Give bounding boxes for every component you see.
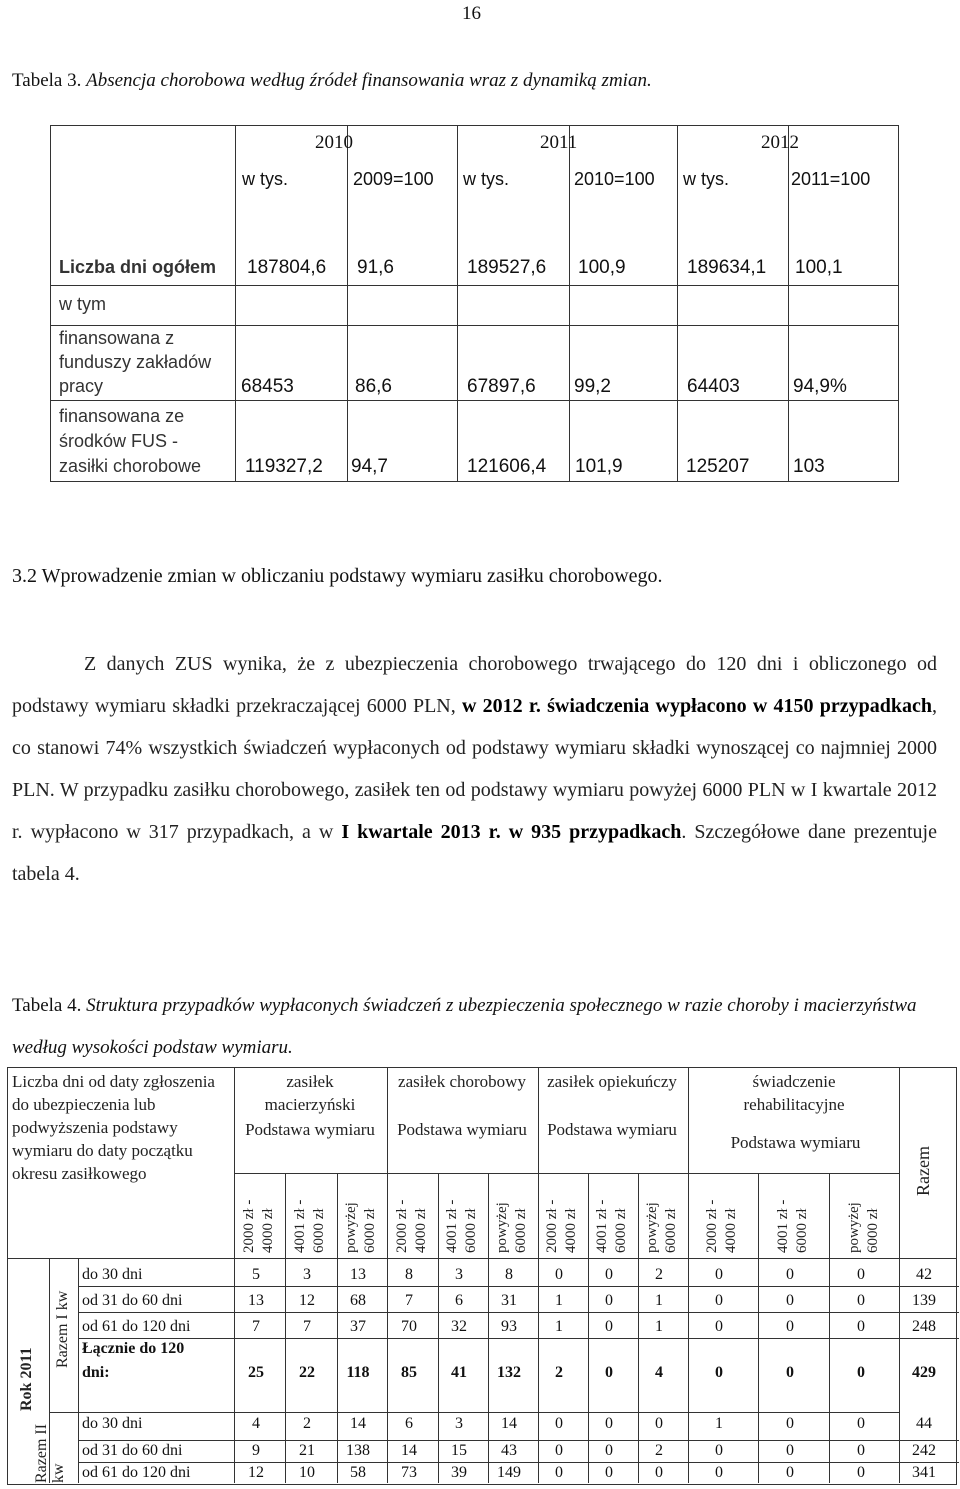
table4-cell: 0 bbox=[786, 1415, 794, 1432]
group-base: Podstawa wymiaru bbox=[397, 1120, 527, 1139]
table4-cell: 0 bbox=[715, 1292, 723, 1309]
paragraph-text: Z danych ZUS wynika, że z ubezpieczenia chorobowego trwającego do 120 dni i obliczonego od podstawy wymiaru składki przekraczającej 6000 PLN, bbox=[12, 653, 937, 717]
page-number: 16 bbox=[462, 3, 481, 24]
table3-cell: 67897,6 bbox=[467, 376, 536, 397]
table3-cell: 86,6 bbox=[355, 376, 392, 397]
table4-cell: 2 bbox=[555, 1364, 563, 1381]
table4-cell: 0 bbox=[555, 1442, 563, 1459]
range-header: 4001 zł - 6000 zł bbox=[292, 1199, 327, 1253]
quarter-label: Razem II kw bbox=[33, 1423, 67, 1483]
table4-cell: 13 bbox=[248, 1292, 264, 1309]
table4-cell: 0 bbox=[715, 1464, 723, 1481]
section-heading: 3.2 Wprowadzenie zmian w obliczaniu podstawy wymiaru zasiłku chorobowego. bbox=[12, 565, 663, 587]
table3-cell: 91,6 bbox=[357, 257, 394, 278]
table4-cell: 15 bbox=[451, 1442, 467, 1459]
table4-cell: 0 bbox=[857, 1464, 865, 1481]
table4-cell: 3 bbox=[455, 1266, 463, 1283]
table4-cell: 341 bbox=[912, 1464, 936, 1481]
table4-cell: 0 bbox=[786, 1318, 794, 1335]
table4-cell: 68 bbox=[350, 1292, 366, 1309]
table3-cell: 100,1 bbox=[795, 257, 843, 278]
table3-cell: 103 bbox=[793, 456, 825, 477]
row-label: od 31 do 60 dni bbox=[82, 1442, 183, 1459]
table4-cell: 0 bbox=[857, 1292, 865, 1309]
table3-cell: 68453 bbox=[241, 376, 294, 397]
label-line: finansowana z bbox=[59, 328, 175, 348]
table3-cell: 99,2 bbox=[574, 376, 611, 397]
table4-cell: 2 bbox=[303, 1415, 311, 1432]
table3-year-2012: 2012 bbox=[761, 132, 799, 153]
table3-cell: 121606,4 bbox=[467, 456, 547, 477]
table3-cell: 64403 bbox=[687, 376, 740, 397]
table4-cell: 1 bbox=[715, 1415, 723, 1432]
range-header: 4001 zł - 6000 zł bbox=[775, 1199, 810, 1253]
table4-cell: 0 bbox=[655, 1415, 663, 1432]
body-paragraph bbox=[12, 643, 937, 895]
table4-cell: 248 bbox=[912, 1318, 936, 1335]
table4-cell: 0 bbox=[786, 1364, 794, 1381]
table4-cell: 43 bbox=[501, 1442, 517, 1459]
paragraph-bold-2: I kwartale 2013 r. w 935 przypadkach bbox=[341, 821, 682, 843]
table4-cell: 9 bbox=[252, 1442, 260, 1459]
table4-cell: 22 bbox=[299, 1364, 315, 1381]
table4-cell: 12 bbox=[299, 1292, 315, 1309]
table4-cell: 1 bbox=[655, 1318, 663, 1335]
table4-caption bbox=[12, 985, 942, 1069]
table4-cell: 4 bbox=[655, 1364, 663, 1381]
table4-cell: 7 bbox=[303, 1318, 311, 1335]
table3-cell: 94,7 bbox=[351, 456, 388, 477]
table4-cell: 1 bbox=[555, 1318, 563, 1335]
table4-cell: 6 bbox=[405, 1415, 413, 1432]
row-label: od 61 do 120 dni bbox=[82, 1464, 191, 1481]
table4-cell: 0 bbox=[555, 1266, 563, 1283]
table4-cell: 8 bbox=[505, 1266, 513, 1283]
year-label: Rok 2011 bbox=[18, 1347, 35, 1411]
table4-cell: 0 bbox=[555, 1464, 563, 1481]
table4-cell: 149 bbox=[497, 1464, 521, 1481]
table3-cell: 189527,6 bbox=[467, 257, 547, 278]
table4-cell: 0 bbox=[857, 1364, 865, 1381]
table4-cell: 1 bbox=[655, 1292, 663, 1309]
table4-cell: 0 bbox=[605, 1364, 613, 1381]
group-title: świadczenie rehabilitacyjne bbox=[743, 1072, 845, 1114]
table3-subheader: 2011=100 bbox=[791, 169, 871, 189]
table3-year-2010: 2010 bbox=[315, 132, 353, 153]
table4-cell: 3 bbox=[455, 1415, 463, 1432]
table3-caption bbox=[12, 70, 652, 92]
table4-cell: 0 bbox=[857, 1266, 865, 1283]
table3 bbox=[50, 125, 899, 482]
group-title: zasiłek opiekuńczy bbox=[547, 1072, 677, 1091]
row-label: do 30 dni bbox=[82, 1415, 143, 1432]
table3-cell: 94,9% bbox=[793, 376, 847, 397]
table4-cell: 0 bbox=[605, 1464, 613, 1481]
row-label: do 30 dni bbox=[82, 1266, 143, 1283]
table3-year-2011: 2011 bbox=[540, 132, 578, 153]
group-base: Podstawa wymiaru bbox=[547, 1120, 677, 1139]
table4-cell: 12 bbox=[248, 1464, 264, 1481]
table4-caption-title: Struktura przypadków wypłaconych świadczeń z ubezpieczenia społecznego w razie choroby i macierzyństwa według wysokości podstaw wymiaru. bbox=[12, 995, 917, 1058]
table4-cell: 1 bbox=[555, 1292, 563, 1309]
table3-row-label bbox=[59, 406, 233, 427]
range-header: 4001 zł - 6000 zł bbox=[594, 1199, 629, 1253]
table4-cell: 0 bbox=[857, 1318, 865, 1335]
table4-cell: 31 bbox=[501, 1292, 517, 1309]
table3-row-label: w tym bbox=[59, 294, 106, 314]
table3-cell: 187804,6 bbox=[247, 257, 327, 278]
table4 bbox=[7, 1067, 957, 1485]
paragraph-bold: w 2012 r. świadczenia wypłacono w 4150 przypadkach bbox=[461, 695, 932, 717]
table4-cell: 10 bbox=[299, 1464, 315, 1481]
table4-cell: 5 bbox=[252, 1266, 260, 1283]
table4-cell: 0 bbox=[786, 1464, 794, 1481]
table3-row-label-3: pracy bbox=[59, 376, 104, 396]
range-header: 2000 zł - 4000 zł bbox=[394, 1199, 429, 1253]
table3-row-label-2: środków FUS - bbox=[59, 431, 179, 451]
label-line: finansowana ze bbox=[59, 406, 185, 426]
table4-cell: 0 bbox=[605, 1415, 613, 1432]
table4-cell: 0 bbox=[605, 1442, 613, 1459]
table4-cell: 0 bbox=[715, 1442, 723, 1459]
table3-subheader: 2010=100 bbox=[574, 169, 655, 189]
paragraph-text-2: , co stanowi 74% wszystkich świadczeń wypłaconych od podstawy wymiaru składki wynoszącej co najmniej 2000 PLN. W przypadku zasiłku chorobowego, zasiłek ten od podstawy wymiaru powyżej 6000 PLN w I kwartale 2012 r. wypłacono w 317 przypadkach, a w bbox=[12, 695, 937, 843]
table4-cell: 138 bbox=[346, 1442, 370, 1459]
table4-cell: 32 bbox=[451, 1318, 467, 1335]
table4-cell: 2 bbox=[655, 1266, 663, 1283]
range-header: powyżej 6000 zł bbox=[494, 1202, 529, 1253]
group-base: Podstawa wymiaru bbox=[730, 1133, 861, 1152]
table4-cell: 118 bbox=[346, 1364, 370, 1381]
table4-cell: 4 bbox=[252, 1415, 260, 1432]
table4-cell: 0 bbox=[715, 1266, 723, 1283]
table3-subheader: w tys. bbox=[463, 169, 510, 189]
table3-cell: 101,9 bbox=[575, 456, 623, 477]
table4-cell: 0 bbox=[605, 1266, 613, 1283]
table4-cell: 14 bbox=[501, 1415, 517, 1432]
table4-cell: 0 bbox=[605, 1292, 613, 1309]
range-header: 2000 zł - 4000 zł bbox=[241, 1199, 276, 1253]
table4-cell: 13 bbox=[350, 1266, 366, 1283]
table4-cell: 14 bbox=[350, 1415, 366, 1432]
table4-cell: 3 bbox=[303, 1266, 311, 1283]
quarter-label: Razem I kw bbox=[54, 1290, 71, 1368]
table4-cell: 7 bbox=[405, 1292, 413, 1309]
table4-cell: 0 bbox=[786, 1442, 794, 1459]
table4-cell: 2 bbox=[655, 1442, 663, 1459]
row-label: Łącznie do 120 bbox=[82, 1340, 185, 1357]
range-header: powyżej 6000 zł bbox=[846, 1202, 881, 1253]
table4-cell: 70 bbox=[401, 1318, 417, 1335]
table4-corner-label: Liczba dni od daty zgłoszenia do ubezpieczenia lub podwyższenia podstawy wymiaru do daty początku okresu zasiłkowego bbox=[12, 1072, 215, 1183]
table4-cell: 0 bbox=[655, 1464, 663, 1481]
table4-cell: 37 bbox=[350, 1318, 366, 1335]
table4-cell: 42 bbox=[916, 1266, 932, 1283]
table4-cell: 58 bbox=[350, 1464, 366, 1481]
table3-caption-prefix: Tabela 3. bbox=[12, 70, 87, 91]
table4-cell: 0 bbox=[605, 1318, 613, 1335]
table4-cell: 0 bbox=[555, 1415, 563, 1432]
table3-row-label-3: zasiłki chorobowe bbox=[59, 456, 202, 476]
table4-cell: 0 bbox=[715, 1318, 723, 1335]
table4-cell: 0 bbox=[857, 1415, 865, 1432]
total-header: Razem bbox=[913, 1146, 933, 1196]
table3-row-label-2: funduszy zakładów bbox=[59, 352, 212, 372]
table4-cell: 7 bbox=[252, 1318, 260, 1335]
table4-caption-prefix: Tabela 4. bbox=[12, 995, 87, 1016]
table3-subheader: w tys. bbox=[242, 169, 289, 189]
group-base: Podstawa wymiaru bbox=[245, 1120, 375, 1139]
table3-cell: 100,9 bbox=[578, 257, 626, 278]
range-header: 4001 zł - 6000 zł bbox=[444, 1199, 479, 1253]
range-header: powyżej 6000 zł bbox=[644, 1202, 679, 1253]
table4-cell: 0 bbox=[786, 1266, 794, 1283]
table4-cell: 25 bbox=[248, 1364, 264, 1381]
group-title: zasiłek chorobowy bbox=[398, 1072, 526, 1091]
table4-cell: 242 bbox=[912, 1442, 936, 1459]
table4-cell: 93 bbox=[501, 1318, 517, 1335]
table3-cell: 189634,1 bbox=[687, 257, 767, 278]
table4-cell: 0 bbox=[786, 1292, 794, 1309]
table4-cell: 132 bbox=[497, 1364, 521, 1381]
table3-cell: 119327,2 bbox=[245, 456, 323, 477]
group-title: zasiłek macierzyński bbox=[264, 1072, 356, 1114]
range-header: powyżej 6000 zł bbox=[343, 1202, 378, 1253]
table4-cell: 14 bbox=[401, 1442, 417, 1459]
table3-caption-title: Absencja chorobowa według źródeł finansowania wraz z dynamiką zmian. bbox=[86, 70, 652, 91]
table3-row-label bbox=[59, 328, 233, 349]
table4-cell: 73 bbox=[401, 1464, 417, 1481]
row-label: od 31 do 60 dni bbox=[82, 1292, 183, 1309]
table4-cell: 85 bbox=[401, 1364, 417, 1381]
table3-row-label: Liczba dni ogółem bbox=[59, 257, 217, 277]
table4-cell: 139 bbox=[912, 1292, 936, 1309]
table3-subheader: w tys. bbox=[683, 169, 730, 189]
table4-cell: 8 bbox=[405, 1266, 413, 1283]
table3-cell: 125207 bbox=[686, 456, 750, 477]
table3-subheader: 2009=100 bbox=[353, 169, 434, 189]
table4-cell: 429 bbox=[912, 1364, 936, 1381]
table4-cell: 44 bbox=[916, 1415, 932, 1432]
table4-cell: 0 bbox=[857, 1442, 865, 1459]
table4-cell: 6 bbox=[455, 1292, 463, 1309]
row-label: od 61 do 120 dni bbox=[82, 1318, 191, 1335]
range-header: 2000 zł - 4000 zł bbox=[544, 1199, 579, 1253]
table4-cell: 21 bbox=[299, 1442, 315, 1459]
table4-cell: 0 bbox=[715, 1364, 723, 1381]
row-label-continued: dni: bbox=[82, 1364, 110, 1381]
range-header: 2000 zł - 4000 zł bbox=[704, 1199, 739, 1253]
table4-cell: 39 bbox=[451, 1464, 467, 1481]
paragraph-text-3: . Szczegółowe dane prezentuje tabela 4. bbox=[12, 821, 937, 885]
table4-cell: 41 bbox=[451, 1364, 467, 1381]
